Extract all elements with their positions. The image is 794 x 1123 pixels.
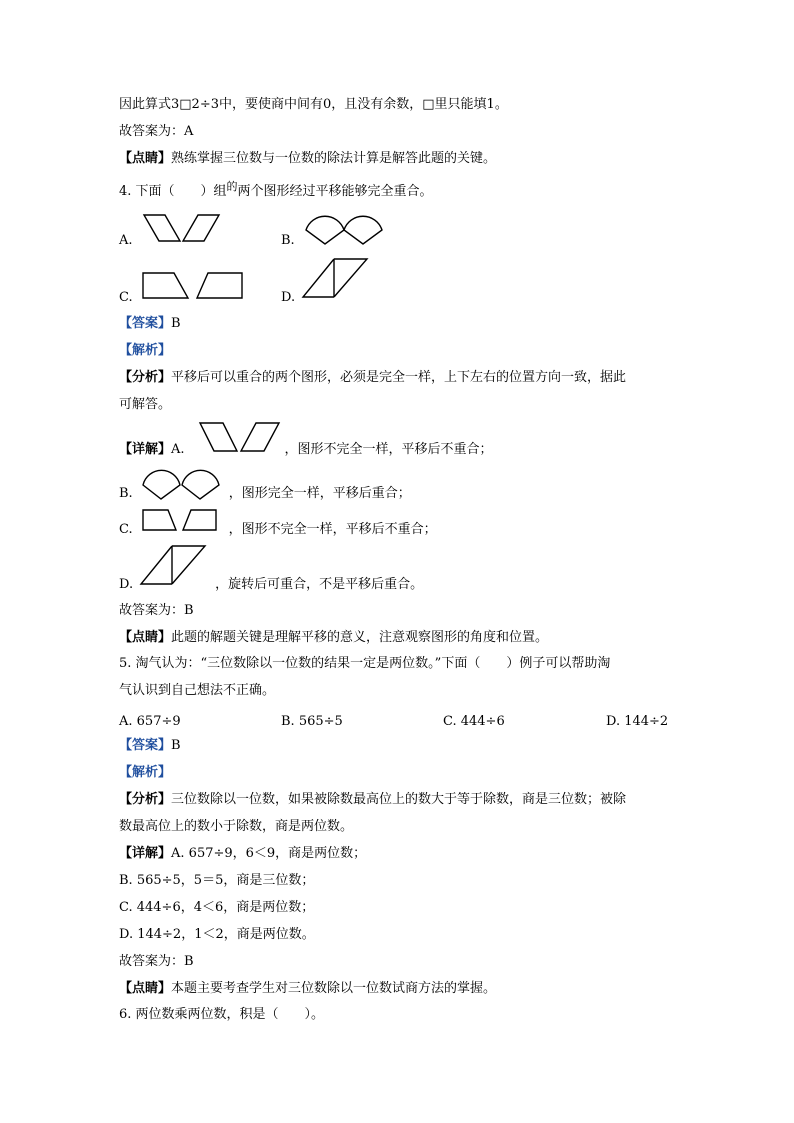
detail-tag: 【详解】 — [119, 846, 172, 861]
trapezoid-left — [143, 273, 188, 298]
option-c-label: C. — [119, 290, 133, 305]
option-c-figure — [140, 270, 246, 302]
question-4-post: 两个图形经过平移能够完全重合。 — [237, 184, 433, 199]
q5-option-c: C. 444÷6 — [443, 714, 505, 729]
analysis-sub-tag: 【分析】 — [119, 792, 172, 807]
detail-b-figure — [140, 463, 222, 503]
question-5-line1: 5. 淘气认为：“三位数除以一位数的结果一定是两位数。”下面（ ）例子可以帮助淘 — [119, 656, 611, 671]
analysis-4-line1 — [119, 369, 626, 387]
option-b-label: B. — [281, 233, 295, 248]
q5-option-a: A. 657÷9 — [119, 714, 181, 729]
question-4-pre: 4. 下面（ ）组 — [119, 184, 227, 199]
answer-5 — [119, 737, 181, 755]
analysis-4-line2: 可解答。 — [119, 397, 172, 412]
question-6: 6. 两位数乘两位数，积是（ ）。 — [119, 1007, 325, 1022]
key-point-5 — [119, 980, 496, 998]
fan-shape-right — [344, 216, 382, 244]
key-point-tag: 【点睛】 — [119, 151, 172, 166]
question-5-line2: 气认识到自己想法不正确。 — [119, 683, 276, 698]
key-point-line — [119, 150, 496, 168]
answer-value: B — [171, 738, 181, 753]
detail-4-a — [119, 441, 493, 459]
detail-d-text: ，旋转后可重合，不是平移后重合。 — [215, 577, 424, 592]
analysis-tag-4: 【解析】 — [119, 343, 172, 358]
fan-shape-left — [306, 216, 344, 244]
analysis-5-line1 — [119, 791, 626, 809]
detail-a-label: A. — [171, 442, 185, 457]
key-point-text: 此题的解题关键是理解平移的意义，注意观察图形的角度和位置。 — [171, 630, 549, 645]
question-4-sup: 的 — [226, 180, 238, 193]
detail-c-text: ，图形不完全一样，平移后不重合； — [228, 522, 437, 537]
option-d-label: D. — [281, 290, 296, 305]
answer-value: B — [171, 316, 181, 331]
detail-5-c: C. 444÷6，4＜6，商是两位数； — [119, 900, 315, 915]
detail-b-label: B. — [119, 486, 133, 501]
z-shape-top — [334, 259, 367, 297]
analysis-text: 三位数除以一位数，如果被除数最高位上的数大于等于除数，商是三位数；被除 — [171, 792, 627, 807]
analysis-tag-5: 【解析】 — [119, 765, 172, 780]
answer-line-5: 故答案为：B — [119, 954, 194, 969]
detail-5-a — [119, 845, 366, 863]
detail-5-d: D. 144÷2，1＜2，商是两位数。 — [119, 927, 315, 942]
q5-option-b: B. 565÷5 — [281, 714, 343, 729]
detail-tag: 【详解】 — [119, 442, 172, 457]
detail-d-figure — [141, 544, 207, 588]
detail-c-figure — [140, 508, 220, 534]
detail-c-label: C. — [119, 522, 133, 537]
option-b-figure — [303, 206, 385, 248]
option-a-figure — [140, 212, 220, 244]
parallelogram-right — [183, 215, 219, 241]
answer-tag: 【答案】 — [119, 738, 172, 753]
option-a-label: A. — [119, 233, 133, 248]
parallelogram-left — [144, 215, 180, 241]
detail-a-text: A. 657÷9，6＜9，商是两位数； — [171, 846, 367, 861]
key-point-tag: 【点睛】 — [119, 981, 172, 996]
question-4 — [119, 180, 433, 201]
key-point-text: 熟练掌握三位数与一位数的除法计算是解答此题的关键。 — [171, 151, 497, 166]
detail-5-b: B. 565÷5，5＝5，商是三位数； — [119, 873, 315, 888]
detail-d-label: D. — [119, 577, 134, 592]
answer-line: 故答案为：A — [119, 124, 194, 139]
analysis-5-line2: 数最高位上的数小于除数，商是两位数。 — [119, 819, 354, 834]
detail-a-figure — [196, 420, 281, 454]
key-point-4 — [119, 629, 548, 647]
trapezoid-right — [197, 273, 242, 298]
answer-line-4: 故答案为：B — [119, 603, 194, 618]
analysis-text: 平移后可以重合的两个图形，必须是完全一样，上下左右的位置方向一致，据此 — [171, 370, 627, 385]
detail-a-text: ，图形不完全一样，平移后不重合； — [284, 442, 493, 457]
q5-option-d: D. 144÷2 — [606, 714, 669, 729]
text-line: 因此算式3□2÷3中，要使商中间有0，且没有余数，□里只能填1。 — [119, 97, 508, 112]
z-shape-bottom — [303, 259, 334, 297]
analysis-sub-tag: 【分析】 — [119, 370, 172, 385]
key-point-text: 本题主要考查学生对三位数除以一位数试商方法的掌握。 — [171, 981, 497, 996]
answer-tag: 【答案】 — [119, 316, 172, 331]
answer-4 — [119, 315, 181, 333]
key-point-tag: 【点睛】 — [119, 630, 172, 645]
option-d-figure — [303, 257, 369, 301]
detail-b-text: ，图形完全一样，平移后重合； — [228, 486, 411, 501]
